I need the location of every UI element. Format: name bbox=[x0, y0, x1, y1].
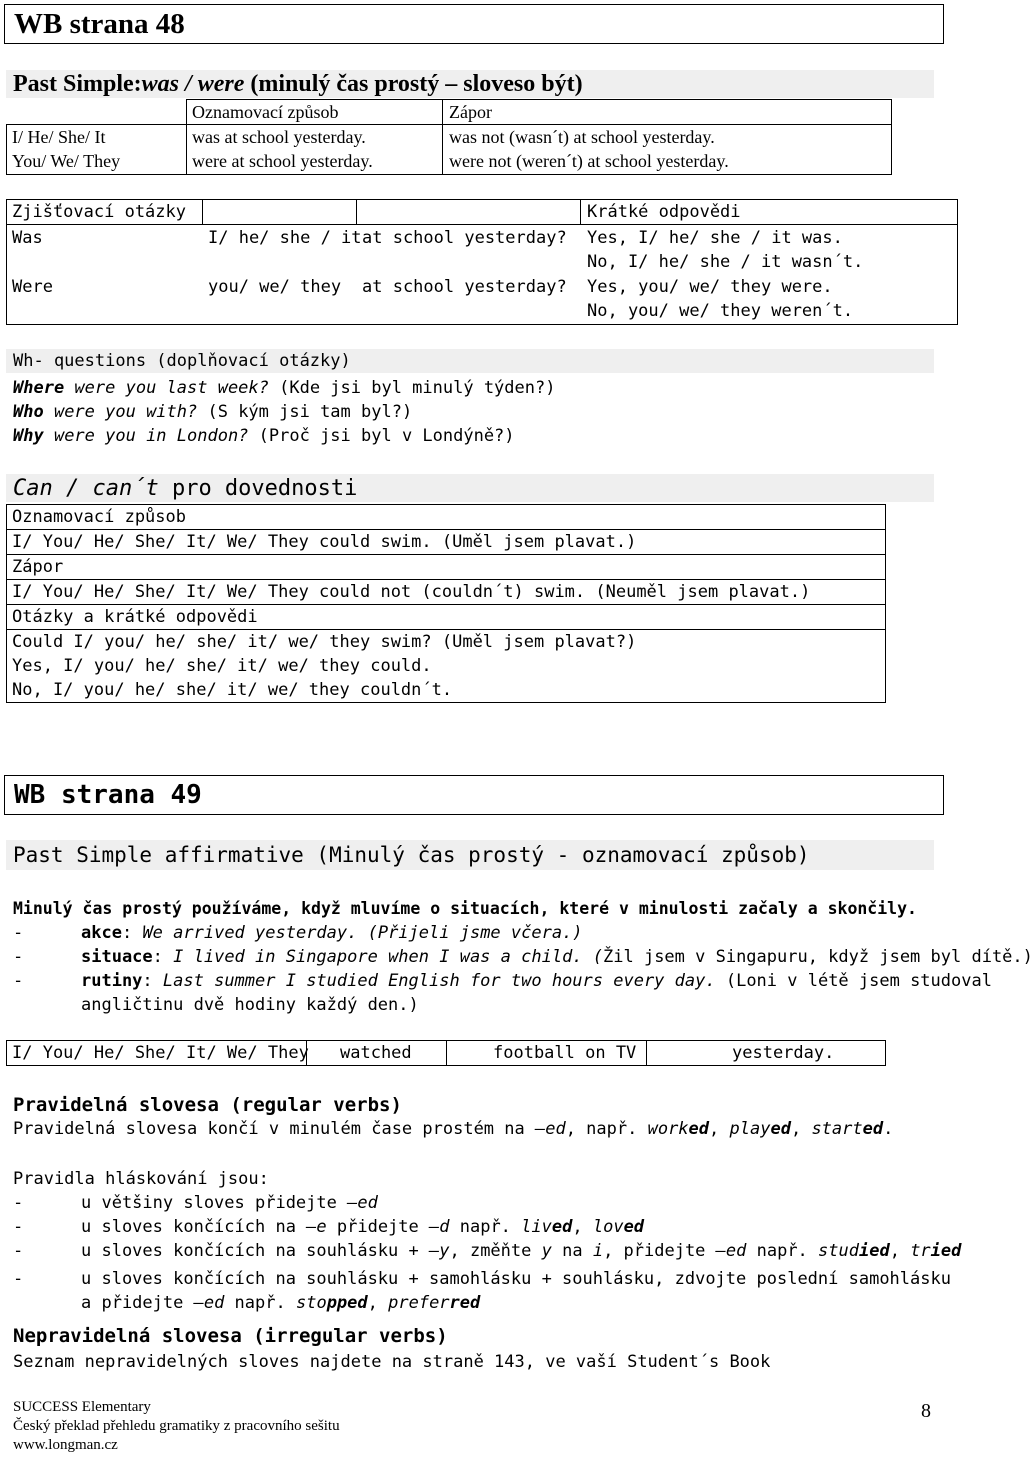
q2-verb: Were bbox=[12, 277, 53, 297]
regular-verbs-title: Pravidelná slovesa (regular verbs) bbox=[13, 1094, 402, 1116]
q1-no: No, I/ he/ she / it wasn´t. bbox=[587, 252, 864, 272]
q1-rest: at school yesterday? bbox=[362, 228, 567, 248]
can-negative-label: Zápor bbox=[12, 557, 64, 577]
can-question-line: Yes, I/ you/ he/ she/ it/ we/ they could. bbox=[12, 656, 432, 676]
section-header-48 bbox=[4, 4, 944, 44]
use-item: - situace: I lived in Singapore when I was a child. (Žil jsem v Singapuru, když jsem byl dítě.) bbox=[13, 947, 1033, 967]
footer-line: Český překlad přehledu gramatiky z pracovního sešitu bbox=[13, 1418, 340, 1434]
can-question-line: No, I/ you/ he/ she/ it/ we/ they couldn´t. bbox=[12, 680, 453, 700]
wh-questions-title: Wh- questions (doplňovací otázky) bbox=[6, 349, 934, 373]
q1-subject: I/ he/ she / it bbox=[208, 228, 362, 248]
row2-subject: You/ We/ They bbox=[12, 151, 121, 171]
spelling-rules bbox=[13, 1167, 961, 1315]
regular-verbs-text: Pravidelná slovesa končí v minulém čase prostém na –ed, např. worked, played, started. bbox=[13, 1119, 894, 1139]
col-header-negative: Zápor bbox=[449, 102, 492, 122]
can-affirmative-label: Oznamovací způsob bbox=[12, 507, 186, 527]
can-questions-label: Otázky a krátké odpovědi bbox=[12, 607, 258, 627]
irregular-verbs-title: Nepravidelná slovesa (irregular verbs) bbox=[13, 1325, 448, 1347]
example-verb: watched bbox=[340, 1043, 412, 1063]
footer bbox=[13, 1398, 340, 1455]
use-item: - akce: We arrived yesterday. (Přijeli jsme včera.) bbox=[13, 923, 583, 943]
spelling-rule: - u sloves končících na souhlásku + samohlásku + souhlásku, zdvojte poslední samohlásku bbox=[13, 1269, 951, 1289]
q2-rest: at school yesterday? bbox=[362, 277, 567, 297]
wh-item: Who were you with? (S kým jsi tam byl?) bbox=[13, 402, 413, 422]
col-header-affirmative: Oznamovací způsob bbox=[192, 102, 339, 122]
can-table bbox=[6, 504, 886, 703]
footer-line: SUCCESS Elementary bbox=[13, 1399, 151, 1415]
intro-text: Minulý čas prostý používáme, když mluvíme o situacích, které v minulosti začaly a skončily. bbox=[13, 899, 917, 918]
q2-yes: Yes, you/ we/ they were. bbox=[587, 277, 833, 297]
row2-negative: were not (weren´t) at school yesterday. bbox=[449, 151, 729, 171]
page-number: 8 bbox=[921, 1400, 931, 1422]
q2-subject: you/ we/ they bbox=[208, 277, 342, 297]
row1-affirmative: was at school yesterday. bbox=[192, 127, 366, 147]
example-object: football on TV bbox=[493, 1043, 637, 1063]
row2-affirmative: were at school yesterday. bbox=[192, 151, 373, 171]
can-title: Can / can´t pro dovednosti bbox=[6, 474, 934, 502]
example-subject: I/ You/ He/ She/ It/ We/ They bbox=[12, 1043, 309, 1063]
questions-table bbox=[6, 199, 958, 325]
regular-verbs bbox=[13, 1093, 893, 1141]
row1-negative: was not (wasn´t) at school yesterday. bbox=[449, 127, 715, 147]
q1-yes: Yes, I/ he/ she / it was. bbox=[587, 228, 843, 248]
use-item: - rutiny: Last summer I studied English for two hours every day. (Loni v létě jsem studoval bbox=[13, 971, 992, 991]
q2-no: No, you/ we/ they weren´t. bbox=[587, 301, 854, 321]
past-simple-affirmative-title: Past Simple affirmative (Minulý čas prostý - oznamovací způsob) bbox=[6, 840, 934, 870]
use-item-continued: angličtinu dvě hodiny každý den.) bbox=[81, 995, 419, 1015]
short-answers-header: Krátké odpovědi bbox=[587, 202, 741, 222]
header-text: WB strana 49 bbox=[14, 780, 202, 810]
wh-item: Why were you in London? (Proč jsi byl v Londýně?) bbox=[13, 426, 515, 446]
be-table bbox=[6, 99, 886, 175]
can-question-line: Could I/ you/ he/ she/ it/ we/ they swim? (Uměl jsem plavat?) bbox=[12, 632, 637, 652]
can-affirmative-text: I/ You/ He/ She/ It/ We/ They could swim. (Uměl jsem plavat.) bbox=[12, 532, 637, 552]
footer-link[interactable]: www.longman.cz bbox=[13, 1437, 118, 1453]
spelling-rule: - u většiny sloves přidejte –ed bbox=[13, 1193, 378, 1213]
spelling-rule: - u sloves končících na –e přidejte –d např. lived, loved bbox=[13, 1217, 645, 1237]
can-negative-text: I/ You/ He/ She/ It/ We/ They could not (couldn´t) swim. (Neuměl jsem plavat.) bbox=[12, 582, 811, 602]
header-text: WB strana 48 bbox=[14, 7, 185, 40]
q1-verb: Was bbox=[12, 228, 43, 248]
past-simple-be-title: Past Simple: was / were (minulý čas prostý – sloveso být) bbox=[6, 70, 934, 98]
wh-item: Where were you last week? (Kde jsi byl minulý týden?) bbox=[13, 378, 556, 398]
irregular-verbs-text: Seznam nepravidelných sloves najdete na straně 143, ve vaší Student´s Book bbox=[13, 1352, 771, 1372]
usage-block bbox=[13, 897, 1033, 1017]
spelling-title: Pravidla hláskování jsou: bbox=[13, 1169, 269, 1189]
example-time: yesterday. bbox=[732, 1043, 835, 1063]
irregular-verbs bbox=[13, 1323, 770, 1375]
example-table bbox=[6, 1040, 886, 1066]
spelling-rule: - u sloves končících na souhlásku + –y, změňte y na i, přidejte –ed např. studied, tried bbox=[13, 1241, 962, 1261]
yes-no-questions-header: Zjišťovací otázky bbox=[12, 202, 186, 222]
section-header-49 bbox=[4, 775, 944, 815]
spelling-rule-continued: a přidejte –ed např. stopped, preferred bbox=[81, 1293, 481, 1313]
wh-questions-list bbox=[13, 376, 555, 448]
row1-subject: I/ He/ She/ It bbox=[12, 127, 106, 147]
